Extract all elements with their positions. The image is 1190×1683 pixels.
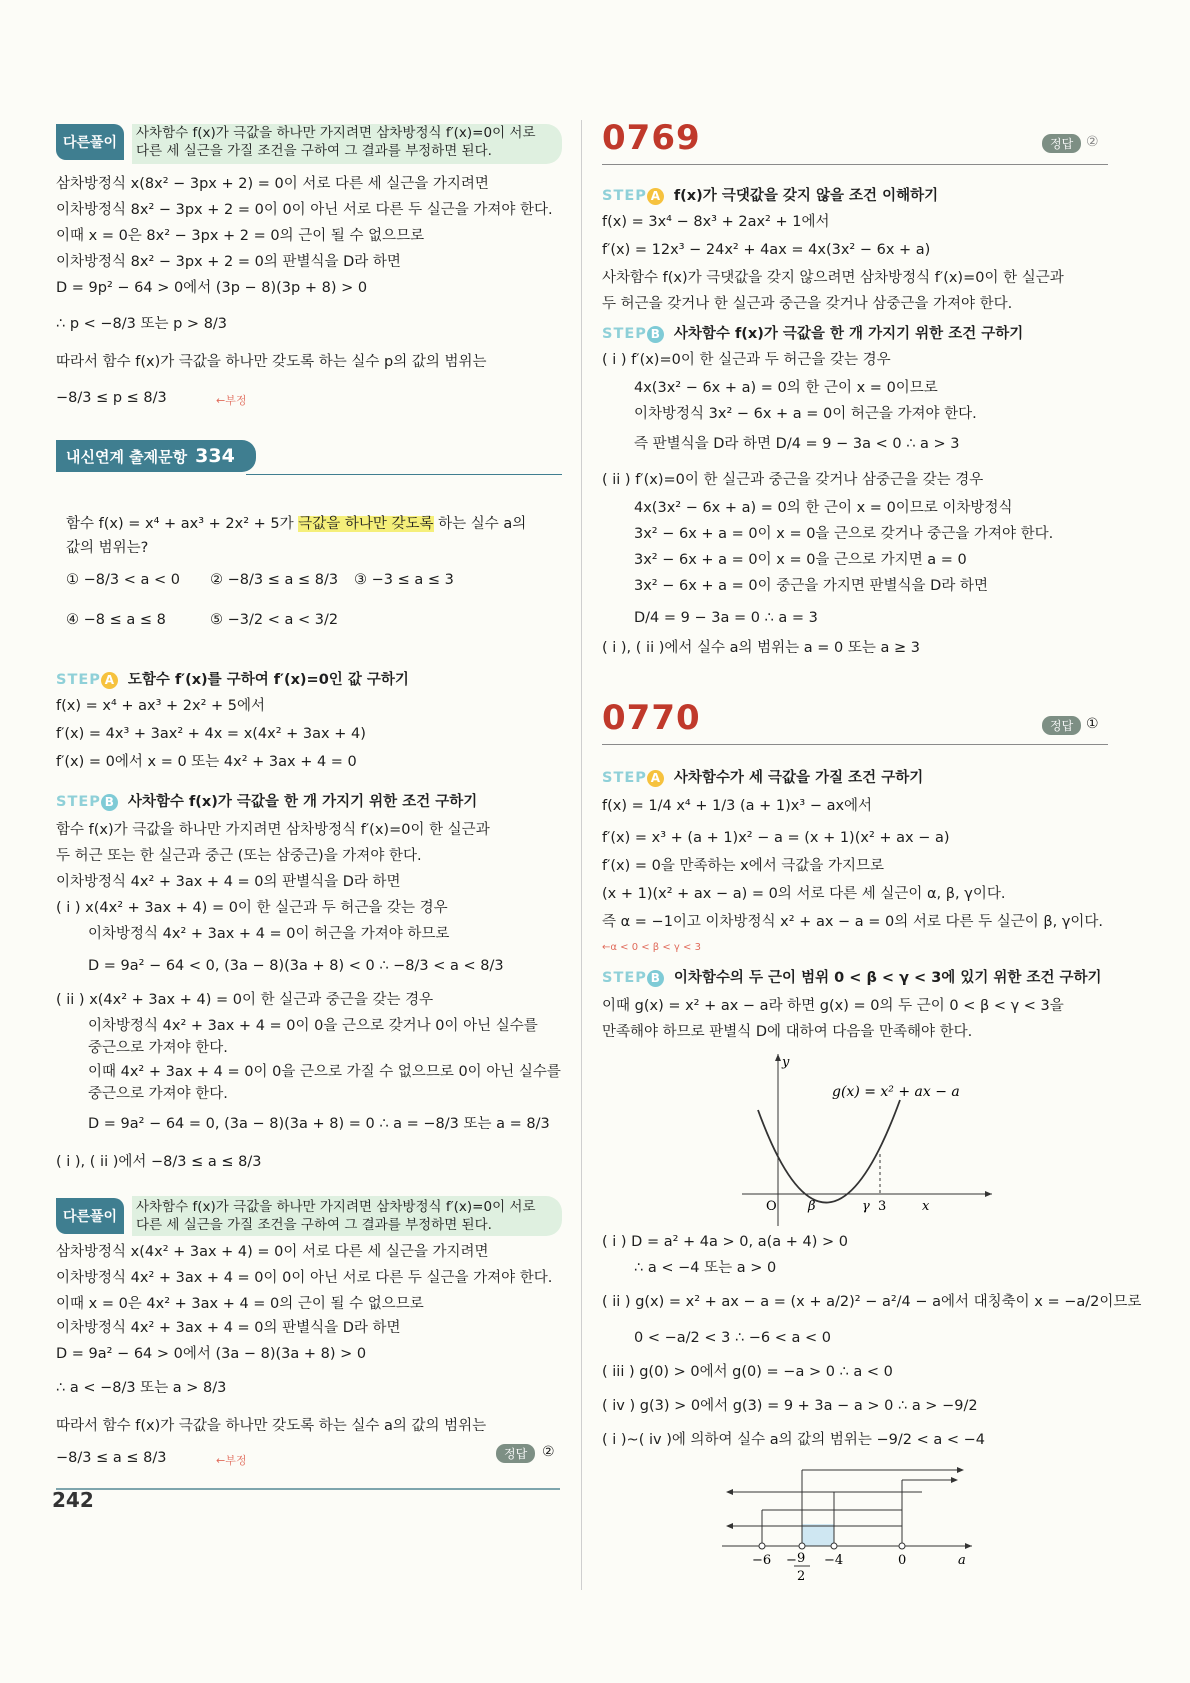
choice-5: ⑤ −3/2 < a < 3/2 <box>210 612 339 628</box>
alt2-line: −8/3 ≤ a ≤ 8/3 <box>56 1450 167 1466</box>
point-neg9-2 <box>799 1543 805 1549</box>
gamma-label: γ <box>862 1199 870 1214</box>
problem-number: 0769 <box>602 118 701 158</box>
choice-3: ③ −3 ≤ a ≤ 3 <box>354 572 454 588</box>
tick-neg9-2-num: 9 <box>797 1551 806 1566</box>
point-zero <box>899 1543 905 1549</box>
related-rule <box>246 474 562 475</box>
step-a-line: f′(x) = 0을 만족하는 x에서 극값을 가지므로 <box>602 858 884 874</box>
step-a-line: f′(x) = x³ + (a + 1)x² − a = (x + 1)(x² + ax − a) <box>602 830 950 846</box>
step-b-line: 4x(3x² − 6x + a) = 0의 한 근이 x = 0이므로 이차방정식 <box>634 500 1013 516</box>
alt-solution-desc <box>136 124 536 160</box>
range-arrow-head <box>957 1467 964 1473</box>
related-number: 334 <box>195 445 235 467</box>
step-b-line: 이차방정식 3x² − 6x + a = 0이 허근을 가져야 한다. <box>634 406 977 422</box>
step-b-heading <box>56 790 477 811</box>
tick-neg9-2-den: 2 <box>797 1569 806 1584</box>
step-b-line: 4x(3x² − 6x + a) = 0의 한 근이 x = 0이므로 <box>634 380 938 396</box>
step-b-line: 이차방정식 4x² + 3ax + 4 = 0이 허근을 가져야 하므로 <box>88 926 450 942</box>
choice-4: ④ −8 ≤ a ≤ 8 <box>66 612 166 628</box>
step-b-line: 이때 4x² + 3ax + 4 = 0이 0을 근으로 가질 수 없으므로 0이 아닌 실수를 <box>88 1064 561 1080</box>
answer-value: ② <box>542 1444 555 1460</box>
alt-desc-line: 다른 세 실근을 가질 조건을 구하여 그 결과를 부정하면 된다. <box>136 1217 492 1234</box>
step-label: STEP <box>56 794 101 810</box>
answer-badge: 정답 <box>496 1444 535 1463</box>
problem-highlight: 극값을 하나만 갖도록 <box>298 516 434 532</box>
parabola-graph <box>742 1050 1002 1230</box>
problem-rule <box>602 744 1108 745</box>
alt1-line: 이차방정식 8x² − 3px + 2 = 0이 0이 아닌 서로 다른 두 실근을 가져야 한다. <box>56 202 553 218</box>
step-b-line: ( i ), ( ii )에서 실수 a의 범위는 a = 0 또는 a ≥ 3 <box>602 640 920 656</box>
step-b-line: D/4 = 9 − 3a = 0 ∴ a = 3 <box>634 610 818 626</box>
alt1-line: ∴ p < −8/3 또는 p > 8/3 <box>56 316 228 332</box>
beta-label: β <box>808 1199 816 1214</box>
problem-text: 하는 실수 a의 <box>433 516 527 532</box>
step-b-line: 3x² − 6x + a = 0이 중근을 가지면 판별식을 D라 하면 <box>634 578 988 594</box>
step-a-heading <box>56 668 409 689</box>
range-arrow-head <box>951 1477 958 1483</box>
step-a-badge: A <box>647 188 664 205</box>
step-b-line: D = 9a² − 64 < 0, (3a − 8)(3a + 8) < 0 ∴ −8/3 < a < 8/3 <box>88 958 504 974</box>
step-title: 이차함수의 두 근이 범위 0 < β < γ < 3에 있기 위한 조건 구하기 <box>673 970 1102 986</box>
function-label: g(x) = x² + ax − a <box>832 1084 960 1100</box>
choice-1: ① −8/3 < a < 0 <box>66 572 180 588</box>
alt2-line: 이차방정식 4x² + 3ax + 4 = 0의 판별식을 D라 하면 <box>56 1320 401 1336</box>
step-a-line: f(x) = 1/4 x⁴ + 1/3 (a + 1)x³ − ax에서 <box>602 798 873 814</box>
negation-note: ←부정 <box>216 394 247 407</box>
case-line: 0 < −a/2 < 3 ∴ −6 < a < 0 <box>634 1330 831 1346</box>
step-a-badge: A <box>647 770 664 787</box>
x-axis-arrow <box>985 1191 992 1197</box>
step-b-line: 3x² − 6x + a = 0이 x = 0을 근으로 가지면 a = 0 <box>634 552 967 568</box>
range-arrow-head <box>726 1523 733 1529</box>
step-a-line: (x + 1)(x² + ax − a) = 0의 서로 다른 세 실근이 α, β, γ이다. <box>602 886 1006 902</box>
alt1-line: 이차방정식 8x² − 3px + 2 = 0의 판별식을 D라 하면 <box>56 254 401 270</box>
case-line: ( ii ) g(x) = x² + ax − a = (x + a/2)² − a²/4 − a에서 대칭축이 x = −a/2이므로 <box>602 1294 1142 1310</box>
step-label: STEP <box>602 326 647 342</box>
case-line: ( iii ) g(0) > 0에서 g(0) = −a > 0 ∴ a < 0 <box>602 1364 893 1380</box>
number-line-diagram <box>722 1466 982 1586</box>
answer-value: ② <box>1086 134 1099 150</box>
alt1-line: −8/3 ≤ p ≤ 8/3 <box>56 390 167 406</box>
condition-note: ←α < 0 < β < γ < 3 <box>602 942 701 953</box>
step-title: 사차함수 f(x)가 극값을 한 개 가지기 위한 조건 구하기 <box>673 326 1024 342</box>
alt1-line: 따라서 함수 f(x)가 극값을 하나만 갖도록 하는 실수 p의 값의 범위는 <box>56 354 487 370</box>
step-label: STEP <box>56 672 101 688</box>
step-b-line: 3x² − 6x + a = 0이 x = 0을 근으로 갖거나 중근을 가져야 한다. <box>634 526 1054 542</box>
step-label: STEP <box>602 770 647 786</box>
tick-zero: 0 <box>898 1553 907 1568</box>
step-b-line: 중근으로 가져야 한다. <box>88 1040 228 1056</box>
step-b-badge: B <box>647 326 664 343</box>
step-title: 사차함수가 세 극값을 가질 조건 구하기 <box>673 770 924 786</box>
answer-badge: 정답 <box>1042 716 1081 735</box>
negation-note: ←부정 <box>216 1454 247 1467</box>
step-b-heading <box>602 322 1023 343</box>
step-b-line: ( ii ) f′(x)=0이 한 실근과 중근을 갖거나 삼중근을 갖는 경우 <box>602 472 984 488</box>
problem-statement-2: 값의 범위는? <box>66 540 149 556</box>
related-problem-header <box>56 440 256 472</box>
step-b-line: ( i ) f′(x)=0이 한 실근과 두 허근을 갖는 경우 <box>602 352 891 368</box>
origin-label: O <box>766 1199 777 1214</box>
step-b-line: 즉 판별식을 D라 하면 D/4 = 9 − 3a < 0 ∴ a > 3 <box>634 436 960 452</box>
alt-desc-line: 사차함수 f(x)가 극값을 하나만 가지려면 삼차방정식 f′(x)=0이 서로 <box>136 125 536 141</box>
alt-solution-desc <box>136 1198 536 1234</box>
alt2-line: ∴ a < −8/3 또는 a > 8/3 <box>56 1380 227 1396</box>
step-title: 사차함수 f(x)가 극값을 한 개 가지기 위한 조건 구하기 <box>127 794 478 810</box>
alt1-line: D = 9p² − 64 > 0에서 (3p − 8)(3p + 8) > 0 <box>56 280 368 296</box>
step-a-line: f′(x) = 4x³ + 3ax² + 4x = x(4x² + 3ax + 4) <box>56 726 366 742</box>
step-title: 도함수 f′(x)를 구하여 f′(x)=0인 값 구하기 <box>127 672 409 688</box>
step-b-line: ( i ) x(4x² + 3ax + 4) = 0이 한 실근과 두 허근을 갖는 경우 <box>56 900 448 916</box>
step-b-line: 함수 f(x)가 극값을 하나만 가지려면 삼차방정식 f′(x)=0이 한 실근과 <box>56 822 490 838</box>
answer-value: ① <box>1086 716 1099 732</box>
step-a-line: f′(x) = 0에서 x = 0 또는 4x² + 3ax + 4 = 0 <box>56 754 357 770</box>
step-b-line: D = 9a² − 64 = 0, (3a − 8)(3a + 8) = 0 ∴ a = −8/3 또는 a = 8/3 <box>88 1116 550 1132</box>
step-a-line: 사차함수 f(x)가 극댓값을 갖지 않으려면 삼차방정식 f′(x)=0이 한 실근과 <box>602 270 1064 286</box>
column-divider <box>581 120 582 1590</box>
step-b-line: 이차방정식 4x² + 3ax + 4 = 0의 판별식을 D라 하면 <box>56 874 401 890</box>
alt-desc-line: 다른 세 실근을 가질 조건을 구하여 그 결과를 부정하면 된다. <box>136 143 492 160</box>
alt2-line: 이차방정식 4x² + 3ax + 4 = 0이 0이 아닌 서로 다른 두 실근을 가져야 한다. <box>56 1270 553 1286</box>
tick-neg4: −4 <box>824 1553 844 1568</box>
y-axis-arrow <box>775 1054 781 1061</box>
step-b-line: ( ii ) x(4x² + 3ax + 4) = 0이 한 실근과 중근을 갖는 경우 <box>56 992 434 1008</box>
step-a-line: f(x) = x⁴ + ax³ + 2x² + 5에서 <box>56 698 266 714</box>
number-axis-arrow <box>965 1543 972 1549</box>
page-number: 242 <box>52 1488 94 1512</box>
alt2-line: 따라서 함수 f(x)가 극값을 하나만 갖도록 하는 실수 a의 값의 범위는 <box>56 1418 487 1434</box>
point-neg4 <box>831 1543 837 1549</box>
step-a-line: f(x) = 3x⁴ − 8x³ + 2ax² + 1에서 <box>602 214 830 230</box>
case-line: ( i )~( iv )에 의하여 실수 a의 값의 범위는 −9/2 < a < −4 <box>602 1432 985 1448</box>
step-title: f(x)가 극댓값을 갖지 않을 조건 이해하기 <box>673 188 939 204</box>
alt1-line: 이때 x = 0은 8x² − 3px + 2 = 0의 근이 될 수 없으므로 <box>56 228 425 244</box>
answer-badge: 정답 <box>1042 134 1081 153</box>
step-label: STEP <box>602 188 647 204</box>
step-b-line: ( i ), ( ii )에서 −8/3 ≤ a ≤ 8/3 <box>56 1154 262 1170</box>
case-line: ∴ a < −4 또는 a > 0 <box>634 1260 777 1276</box>
step-b-line: 두 허근 또는 한 실근과 중근 (또는 삼중근)을 가져야 한다. <box>56 848 422 864</box>
step-a-line: 두 허근을 갖거나 한 실근과 중근을 갖거나 삼중근을 가져야 한다. <box>602 296 1013 312</box>
alt-solution-tag: 다른풀이 <box>56 124 124 160</box>
step-b-badge: B <box>647 970 664 987</box>
range-arrow-head <box>726 1489 733 1495</box>
x-label: x <box>922 1199 930 1214</box>
choice-2: ② −8/3 ≤ a ≤ 8/3 <box>210 572 339 588</box>
section-end-rule <box>56 1488 560 1490</box>
alt-solution-tag: 다른풀이 <box>56 1198 124 1234</box>
step-b-badge: B <box>101 794 118 811</box>
solution-interval-shade <box>802 1524 834 1546</box>
step-b-line: 이때 g(x) = x² + ax − a라 하면 g(x) = 0의 두 근이 0 < β < γ < 3을 <box>602 998 1064 1014</box>
three-label: 3 <box>878 1199 887 1214</box>
problem-rule <box>602 164 1108 165</box>
step-a-heading <box>602 184 938 205</box>
step-a-line: 즉 α = −1이고 이차방정식 x² + ax − a = 0의 서로 다른 두 실근이 β, γ이다. <box>602 914 1104 930</box>
y-label: y <box>782 1055 790 1070</box>
alt-desc-line: 사차함수 f(x)가 극값을 하나만 가지려면 삼차방정식 f′(x)=0이 서로 <box>136 1199 536 1215</box>
axis-label-a: a <box>958 1553 966 1568</box>
problem-text: 함수 f(x) = x⁴ + ax³ + 2x² + 5가 <box>66 516 299 532</box>
step-a-badge: A <box>101 672 118 689</box>
step-b-line: 이차방정식 4x² + 3ax + 4 = 0이 0을 근으로 갖거나 0이 아닌 실수를 <box>88 1018 538 1034</box>
step-b-heading <box>602 966 1102 987</box>
alt2-line: D = 9a² − 64 > 0에서 (3a − 8)(3a + 8) > 0 <box>56 1346 367 1362</box>
case-line: ( i ) D = a² + 4a > 0, a(a + 4) > 0 <box>602 1234 848 1250</box>
problem-statement <box>66 516 526 533</box>
parabola-curve <box>758 1100 900 1203</box>
alt2-line: 이때 x = 0은 4x² + 3ax + 4 = 0의 근이 될 수 없으므로 <box>56 1296 424 1312</box>
problem-number: 0770 <box>602 698 701 738</box>
tick-neg9-2-sign: − <box>786 1553 797 1568</box>
step-a-line: f′(x) = 12x³ − 24x² + 4ax = 4x(3x² − 6x + a) <box>602 242 931 258</box>
step-label: STEP <box>602 970 647 986</box>
alt1-line: 삼차방정식 x(8x² − 3px + 2) = 0이 서로 다른 세 실근을 가지려면 <box>56 176 489 192</box>
point-neg6 <box>759 1543 765 1549</box>
case-line: ( iv ) g(3) > 0에서 g(3) = 9 + 3a − a > 0 ∴ a > −9/2 <box>602 1398 978 1414</box>
tick-neg6: −6 <box>752 1553 772 1568</box>
step-b-line: 만족해야 하므로 판별식 D에 대하여 다음을 만족해야 한다. <box>602 1024 973 1040</box>
step-b-line: 중근으로 가져야 한다. <box>88 1086 228 1102</box>
related-label: 내신연계 출제문항 <box>66 447 188 466</box>
alt2-line: 삼차방정식 x(4x² + 3ax + 4) = 0이 서로 다른 세 실근을 가지려면 <box>56 1244 489 1260</box>
step-a-heading <box>602 766 923 787</box>
